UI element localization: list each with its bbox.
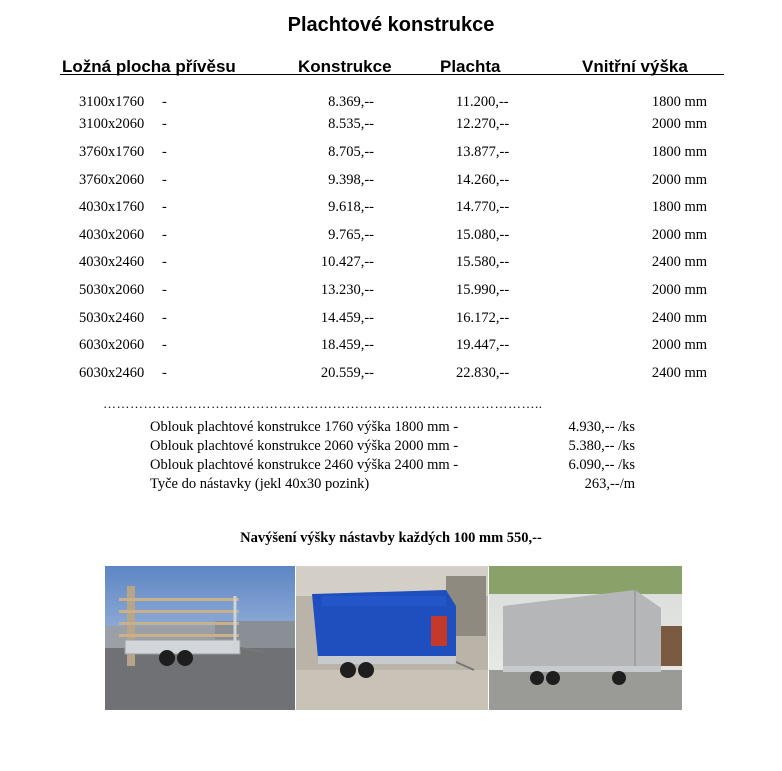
cell-konstrukce: 20.559,-- (320, 365, 374, 381)
cell-vyska: 2400 mm (651, 310, 707, 326)
accessory-row (0, 419, 782, 439)
table-row (0, 199, 782, 219)
table-row (0, 144, 782, 164)
height-extension-note: Navýšení výšky nástavby každých 100 mm 550,-- (240, 530, 542, 546)
cell-konstrukce: 18.459,-- (320, 337, 374, 353)
cell-dash: - (162, 144, 167, 160)
cell-plachta: 19.447,-- (456, 337, 510, 353)
cell-vyska: 2400 mm (651, 254, 707, 270)
accessory-price: 6.090,-- /ks (568, 457, 635, 473)
cell-size: 5030x2460 (79, 310, 145, 326)
header-plachta: Plachta (440, 57, 501, 76)
cell-plachta: 12.270,-- (456, 116, 510, 132)
table-row (0, 254, 782, 274)
cell-dash: - (162, 282, 167, 298)
table-row (0, 310, 782, 330)
cell-dash: - (162, 227, 167, 243)
photo-blue-tarp (296, 566, 488, 710)
header-vyska: Vnitřní výška (582, 57, 688, 76)
cell-dash: - (162, 172, 167, 188)
cell-dash: - (162, 310, 167, 326)
cell-konstrukce: 8.369,-- (328, 94, 374, 110)
cell-plachta: 11.200,-- (456, 94, 509, 110)
cell-konstrukce: 10.427,-- (320, 254, 374, 270)
cell-konstrukce: 9.618,-- (328, 199, 374, 215)
cell-dash: - (162, 94, 167, 110)
table-row (0, 172, 782, 192)
cell-plachta: 22.830,-- (456, 365, 510, 381)
header-konstrukce: Konstrukce (298, 57, 392, 76)
cell-dash: - (162, 254, 167, 270)
cell-size: 3760x1760 (79, 144, 145, 160)
cell-vyska: 2000 mm (651, 116, 707, 132)
cell-size: 3760x2060 (79, 172, 145, 188)
cell-plachta: 15.080,-- (456, 227, 510, 243)
table-row (0, 337, 782, 357)
table-row (0, 227, 782, 247)
accessory-name: Oblouk plachtové konstrukce 2460 výška 2400 mm - (150, 457, 459, 473)
accessory-row (0, 476, 782, 496)
photo-frame-construction (105, 566, 295, 710)
table-row (0, 365, 782, 385)
cell-size: 5030x2060 (79, 282, 145, 298)
accessory-price: 263,--/m (584, 476, 635, 492)
accessory-price: 5.380,-- /ks (568, 438, 635, 454)
cell-dash: - (162, 365, 167, 381)
cell-size: 6030x2460 (79, 365, 145, 381)
table-row (0, 94, 782, 114)
cell-vyska: 1800 mm (651, 199, 707, 215)
cell-vyska: 2000 mm (651, 227, 707, 243)
photo-grey-tarp (489, 566, 682, 710)
cell-size: 3100x1760 (79, 94, 145, 110)
cell-size: 6030x2060 (79, 337, 145, 353)
cell-size: 4030x2060 (79, 227, 145, 243)
cell-plachta: 15.990,-- (456, 282, 510, 298)
accessory-name: Oblouk plachtové konstrukce 2060 výška 2000 mm - (150, 438, 459, 454)
cell-vyska: 2000 mm (651, 172, 707, 188)
page-title: Plachtové konstrukce (287, 14, 495, 36)
cell-plachta: 13.877,-- (456, 144, 510, 160)
cell-size: 4030x1760 (79, 199, 145, 215)
cell-plachta: 16.172,-- (456, 310, 510, 326)
cell-konstrukce: 9.398,-- (328, 172, 374, 188)
cell-dash: - (162, 116, 167, 132)
table-row (0, 282, 782, 302)
cell-size: 4030x2460 (79, 254, 145, 270)
accessory-row (0, 457, 782, 477)
cell-vyska: 2000 mm (651, 282, 707, 298)
cell-vyska: 1800 mm (651, 144, 707, 160)
cell-konstrukce: 9.765,-- (328, 227, 374, 243)
cell-konstrukce: 13.230,-- (320, 282, 374, 298)
header-underline (60, 74, 724, 75)
cell-dash: - (162, 337, 167, 353)
accessory-row (0, 438, 782, 458)
accessory-name: Oblouk plachtové konstrukce 1760 výška 1800 mm - (150, 419, 459, 435)
accessory-price: 4.930,-- /ks (568, 419, 635, 435)
cell-plachta: 14.260,-- (456, 172, 510, 188)
cell-vyska: 2000 mm (651, 337, 707, 353)
table-row (0, 116, 782, 136)
dotted-separator: …………………………………………………………………………………….. (103, 396, 543, 411)
cell-size: 3100x2060 (79, 116, 145, 132)
cell-vyska: 2400 mm (651, 365, 707, 381)
header-size: Ložná plocha přívěsu (62, 57, 236, 76)
cell-plachta: 14.770,-- (456, 199, 510, 215)
cell-konstrukce: 8.705,-- (328, 144, 374, 160)
cell-vyska: 1800 mm (651, 94, 707, 110)
accessory-name: Tyče do nástavky (jekl 40x30 pozink) (150, 476, 370, 492)
cell-konstrukce: 8.535,-- (328, 116, 374, 132)
cell-dash: - (162, 199, 167, 215)
cell-konstrukce: 14.459,-- (320, 310, 374, 326)
cell-plachta: 15.580,-- (456, 254, 510, 270)
